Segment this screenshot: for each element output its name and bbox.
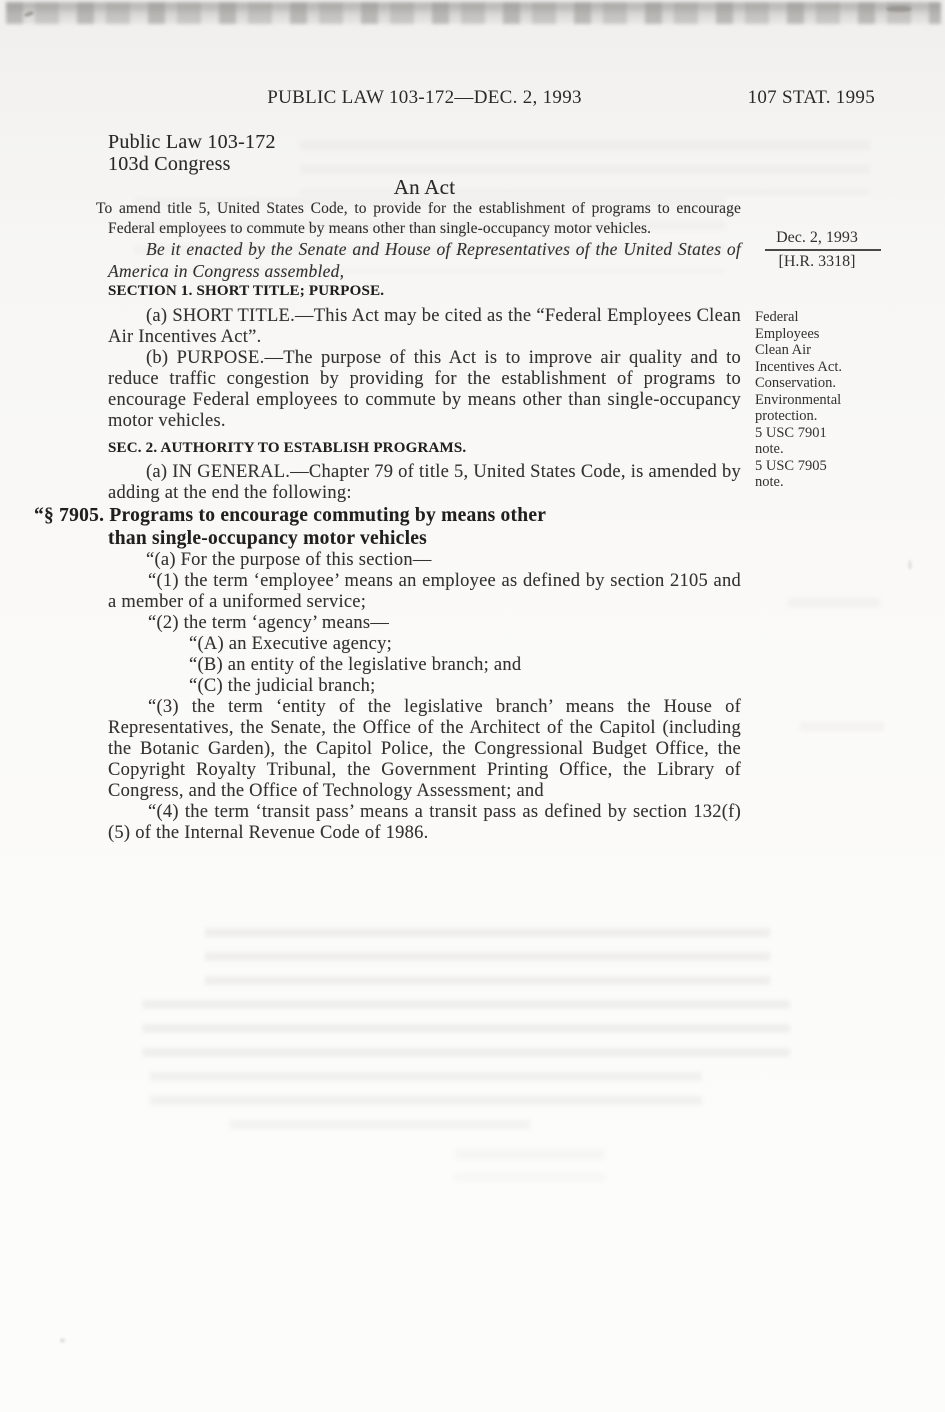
- uscode-heading-line2: than single-occupancy motor vehicles: [108, 528, 428, 549]
- clause-3: “(3) the term ‘entity of the legislative branch’ means the House of Representatives, the Senate, the Office of the Architect of the Capitol (including the Botanic Garden), the Capitol Police, the Congressional Budget Office, the Copyright Royalty Tribunal, the Government Printing Office, the Library of Congress, and the Office of Technology Assessment; and: [108, 697, 741, 801]
- section-1-heading: SECTION 1. SHORT TITLE; PURPOSE.: [108, 283, 385, 299]
- section-2-para-in-general: (a) IN GENERAL.—Chapter 79 of title 5, United States Code, is amended by adding at the end the following:: [108, 462, 741, 503]
- scan-speck: [908, 560, 912, 570]
- body-column: [34, 131, 741, 844]
- margin-note: 5 USC 7905 note.: [755, 457, 827, 490]
- margin-note: Environmental protection.: [755, 391, 842, 424]
- running-head: PUBLIC LAW 103-172—DEC. 2, 1993: [267, 87, 582, 108]
- bleedthrough-artifact: [788, 598, 880, 618]
- bleedthrough-artifact: [205, 928, 770, 998]
- subsection-a-intro: “(a) For the purpose of this section—: [146, 550, 432, 570]
- section-1-para-purpose: (b) PURPOSE.—The purpose of this Act is to improve air quality and to reduce traffic congestion by providing for the establishment of programs to encourage Federal employees to commute by means other than single-occupancy motor vehicles.: [108, 348, 741, 431]
- margin-note: Conservation.: [755, 375, 836, 391]
- margin-date-block: [753, 229, 881, 271]
- scan-speck: [60, 1338, 65, 1343]
- margin-date: Dec. 2, 1993: [776, 229, 858, 246]
- act-title: An Act: [393, 175, 456, 199]
- scan-artifact-top-band: [6, 2, 941, 24]
- margin-rule: [765, 249, 881, 251]
- bleedthrough-artifact: [150, 1072, 702, 1118]
- congress-label: 103d Congress: [108, 153, 231, 175]
- enacting-clause: Be it enacted by the Senate and House of Representatives of the United States of America in Congress assembled,: [108, 239, 741, 281]
- bleedthrough-artifact: [230, 1120, 530, 1130]
- clause-2A: “(A) an Executive agency;: [189, 634, 392, 654]
- section-2-heading: SEC. 2. AUTHORITY TO ESTABLISH PROGRAMS.: [108, 440, 467, 456]
- uscode-section-heading: [34, 504, 708, 550]
- uscode-heading-line1: “§ 7905. Programs to encourage commuting by means other: [34, 505, 547, 526]
- margin-side-notes: [755, 309, 850, 491]
- clause-1: “(1) the term ‘employee’ means an employee as defined by section 2105 and a member of a uniformed service;: [108, 571, 741, 612]
- clause-4: “(4) the term ‘transit pass’ means a transit pass as defined by section 132(f)(5) of the Internal Revenue Code of 1986.: [108, 802, 741, 843]
- margin-note: 5 USC 7901 note.: [755, 424, 827, 457]
- section-1-para-short-title: (a) SHORT TITLE.—This Act may be cited as the “Federal Employees Clean Air Incentives Act”.: [108, 306, 741, 347]
- clause-2B: “(B) an entity of the legislative branch; and: [189, 655, 522, 675]
- long-title: To amend title 5, United States Code, to provide for the establishment of programs to encourage Federal employees to commute by means other than single-occupancy motor vehicles.: [96, 200, 741, 237]
- clause-2: “(2) the term ‘agency’ means—: [148, 613, 390, 633]
- margin-note: Federal Employees Clean Air Incentives Act.: [755, 309, 842, 375]
- scan-speck: [886, 6, 912, 12]
- bleedthrough-artifact: [800, 722, 884, 744]
- margin-bill-number: [H.R. 3318]: [778, 253, 856, 270]
- law-number: Public Law 103-172: [108, 131, 276, 153]
- stat-citation: 107 STAT. 1995: [747, 87, 875, 108]
- bleedthrough-artifact: [142, 1000, 790, 1070]
- clause-2C: “(C) the judicial branch;: [189, 676, 376, 696]
- bleedthrough-artifact: [455, 1150, 605, 1180]
